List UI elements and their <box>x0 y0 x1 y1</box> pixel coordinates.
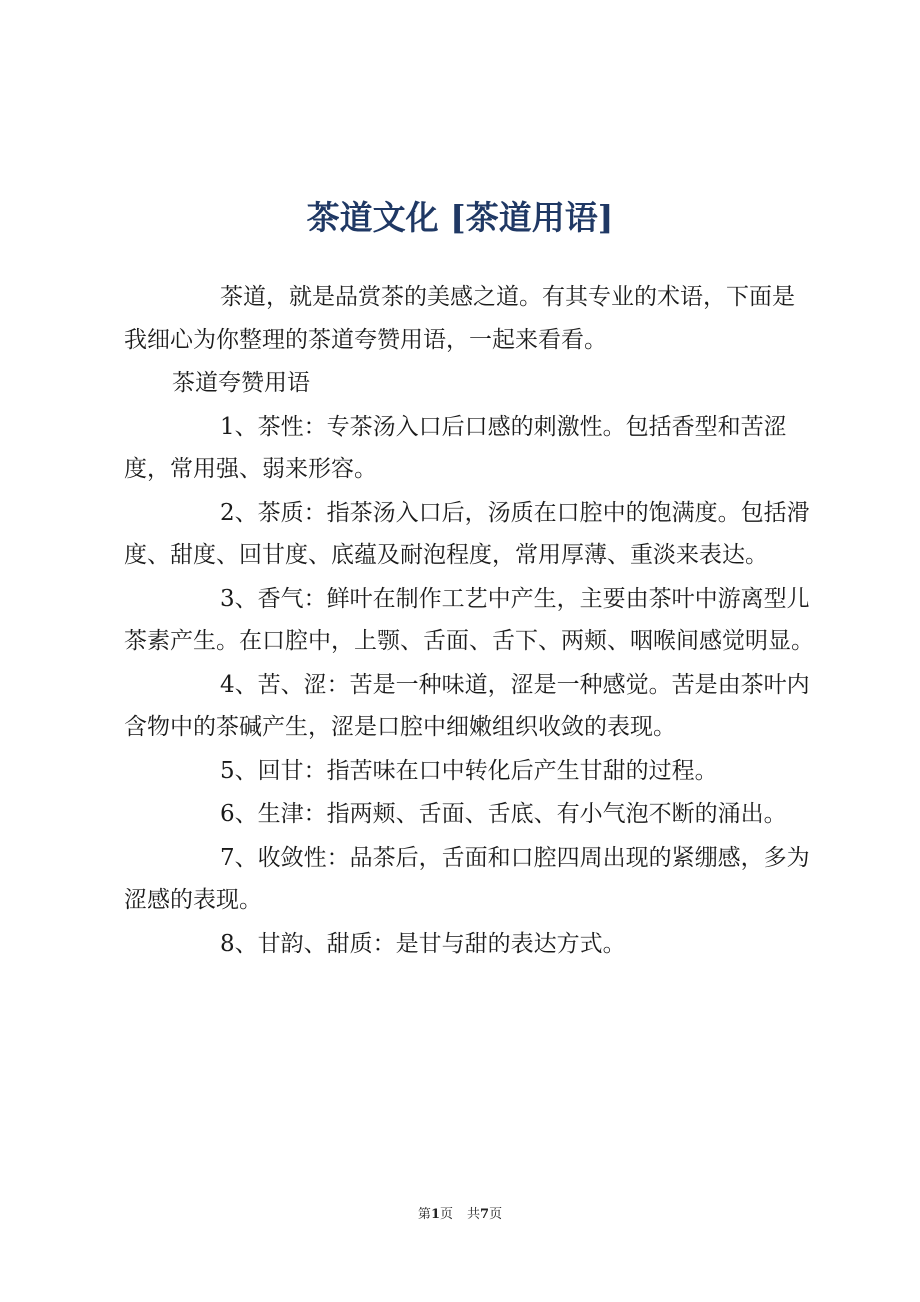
page-footer <box>0 1203 920 1227</box>
list-item: 5、回甘：指苦味在口中转化后产生甘甜的过程。 <box>220 757 718 784</box>
list-item: 7、收敛性：品茶后，舌面和口腔四周出现的紧绷感，多为涩感的表现。 <box>124 844 810 913</box>
intro-paragraph: 茶道，就是品赏茶的美感之道。有其专业的术语，下面是我细心为你整理的茶道夸赞用语，一起来看看。 <box>124 284 795 353</box>
list-item: 1、茶性：专茶汤入口后口感的刺激性。包括香型和苦涩度，常用强、弱来形容。 <box>124 413 787 482</box>
page-suffix: 页 <box>439 1207 453 1222</box>
page-number: 1 <box>430 1207 440 1222</box>
list-item: 2、茶质：指茶汤入口后，汤质在口腔中的饱满度。包括滑度、甜度、回甘度、底蕴及耐泡程度，常用厚薄、重淡来表达。 <box>124 499 810 568</box>
total-pages: 7 <box>480 1207 490 1222</box>
list-item: 8、甘韵、甜质：是甘与甜的表达方式。 <box>220 930 626 957</box>
list-item: 6、生津：指两颊、舌面、舌底、有小气泡不断的涌出。 <box>220 801 787 827</box>
total-prefix: 共 <box>467 1207 481 1222</box>
page-prefix: 第 <box>417 1207 431 1222</box>
list-item: 4、苦、涩：苦是一种味道，涩是一种感觉。苦是由茶叶内含物中的茶碱产生，涩是口腔中细嫩组织收敛的表现。 <box>124 671 810 740</box>
document-body <box>124 276 814 966</box>
page-title: 茶道文化 [茶道用语] <box>306 198 614 237</box>
list-item: 3、香气：鲜叶在制作工艺中产生，主要由茶叶中游离型儿茶素产生。在口腔中，上颚、舌面、舌下、两颊、咽喉间感觉明显。 <box>124 585 814 654</box>
section-heading: 茶道夸赞用语 <box>172 370 310 396</box>
total-suffix: 页 <box>489 1207 503 1222</box>
